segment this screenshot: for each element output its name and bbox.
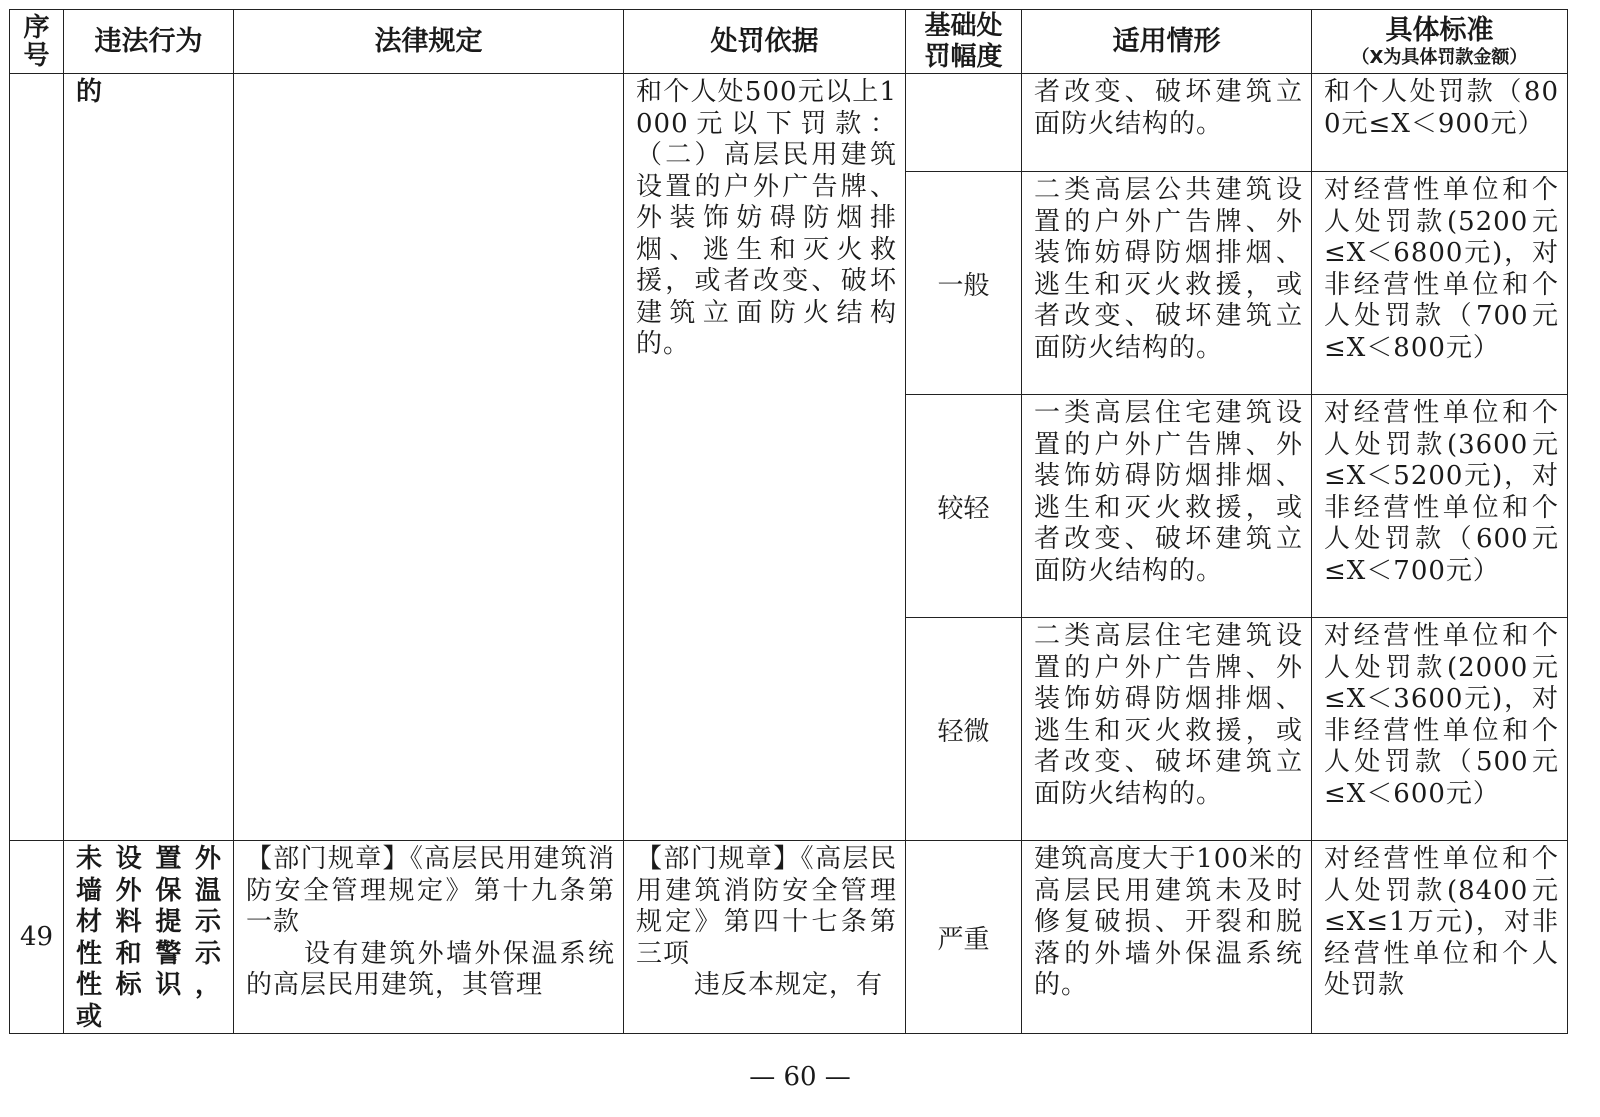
row49-law [234, 841, 624, 1034]
row48-standard-1-text: 对经营性单位和个人处罚款(5200元≤X＜6800元)，对非经营性单位和个人处罚款（700元≤X＜800元） [1324, 175, 1559, 363]
header-standard [1312, 10, 1568, 74]
row49-standard-text: 对经营性单位和个人处罚款(8400元≤X≤1万元)，对非经营性单位和个人处罚款 [1324, 844, 1559, 1000]
row48-situation-2-text: 一类高层住宅建筑设置的户外广告牌、外装饰妨碍防烟排烟、逃生和灭火救援，或者改变、破坏建筑立面防火结构的。 [1034, 398, 1303, 586]
header-situation: 适用情形 [1022, 10, 1312, 74]
table-row [10, 74, 1568, 172]
row49-standard [1312, 841, 1568, 1034]
row48-standard-3 [1312, 618, 1568, 841]
row48-situation-0 [1022, 74, 1312, 172]
row48-basis-text: 和个人处500元以上1000元以下罚款：（二）高层民用建筑设置的户外广告牌、外装饰妨碍防烟排烟、逃生和灭火救援，或者改变、破坏建筑立面防火结构的。 [636, 77, 897, 359]
row49-degree: 严重 [906, 841, 1022, 1034]
page-number: — 60 — [749, 1062, 851, 1092]
row49-basis-head: 【部门规章】《高层民用建筑消防安全管理规定》第四十七条第三项 [636, 844, 897, 969]
row48-act [64, 74, 234, 841]
header-standard-title: 具体标准 [1385, 14, 1494, 46]
row48-law [234, 74, 624, 841]
row48-degree-2: 较轻 [906, 395, 1022, 618]
table-row [10, 841, 1568, 1034]
header-act: 违法行为 [64, 10, 234, 74]
row48-situation-3-text: 二类高层住宅建筑设置的户外广告牌、外装饰妨碍防烟排烟、逃生和灭火救援，或者改变、破坏建筑立面防火结构的。 [1034, 621, 1303, 809]
row48-act-text: 的 [76, 77, 107, 107]
header-basis: 处罚依据 [624, 10, 906, 74]
row48-situation-3 [1022, 618, 1312, 841]
row49-law-body: 设有建筑外墙外保温系统的高层民用建筑，其管理 [246, 938, 615, 1000]
row48-basis [624, 74, 906, 841]
row48-seq [10, 74, 64, 841]
row49-seq: 49 [10, 841, 64, 1034]
header-seq: 序号 [10, 10, 64, 74]
row48-situation-1 [1022, 172, 1312, 395]
row48-standard-3-text: 对经营性单位和个人处罚款(2000元≤X＜3600元)，对非经营性单位和个人处罚款（500元≤X＜600元） [1324, 621, 1559, 809]
row48-standard-0-text: 和个人处罚款（800元≤X＜900元） [1324, 77, 1559, 139]
row48-degree-3: 轻微 [906, 618, 1022, 841]
header-law: 法律规定 [234, 10, 624, 74]
row48-degree-0 [906, 74, 1022, 172]
row48-situation-0-text: 者改变、破坏建筑立面防火结构的。 [1034, 77, 1303, 139]
row48-situation-1-text: 二类高层公共建筑设置的户外广告牌、外装饰妨碍防烟排烟、逃生和灭火救援，或者改变、破坏建筑立面防火结构的。 [1034, 175, 1303, 363]
row48-standard-1 [1312, 172, 1568, 395]
row48-standard-0 [1312, 74, 1568, 172]
row49-act-text: 未设置外墙外保温材料提示性和警示性标识，或 [76, 844, 225, 1032]
penalty-standards-table [9, 9, 1568, 1034]
row48-standard-2-text: 对经营性单位和个人处罚款(3600元≤X＜5200元)，对非经营性单位和个人处罚款（600元≤X＜700元） [1324, 398, 1559, 586]
row48-degree-1: 一般 [906, 172, 1022, 395]
row48-standard-2 [1312, 395, 1568, 618]
header-degree: 基础处罚幅度 [906, 10, 1022, 74]
row49-basis [624, 841, 906, 1034]
header-standard-note: （X为具体罚款金额） [1351, 46, 1528, 68]
row48-situation-2 [1022, 395, 1312, 618]
row49-basis-body: 违反本规定，有 [694, 970, 884, 1000]
row49-law-head: 【部门规章】《高层民用建筑消防安全管理规定》第十九条第一款 [246, 844, 615, 937]
row49-situation-text: 建筑高度大于100米的高层民用建筑未及时修复破损、开裂和脱落的外墙外保温系统的。 [1034, 844, 1303, 1000]
row49-situation [1022, 841, 1312, 1034]
row49-act [64, 841, 234, 1034]
table-header-row [10, 10, 1568, 74]
